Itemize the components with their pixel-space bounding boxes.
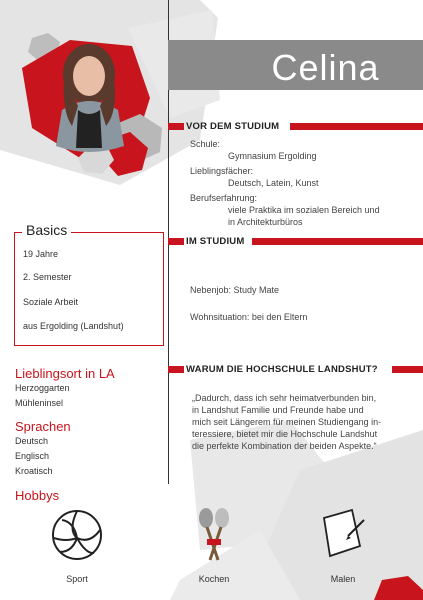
volleyball-icon — [50, 508, 104, 562]
quote-line: die perfekte Kombination der beiden Aspekte.“ — [192, 441, 377, 451]
quote-line: mich seit Längerem für meinen Studiengang in- — [192, 417, 382, 427]
quote-line: teressiere, bietet mir die Hochschule Landshut — [192, 429, 378, 439]
section-bar — [168, 366, 184, 373]
experience-value-line1: viele Praktika im sozialen Bereich und — [228, 205, 380, 215]
hobby-label-sport: Sport — [66, 574, 88, 584]
basics-title: Basics — [22, 222, 71, 238]
hobby-label-painting: Malen — [330, 574, 356, 584]
section-bar — [392, 366, 423, 373]
language-item: Deutsch — [15, 436, 49, 446]
hobby-label-cooking: Kochen — [198, 574, 230, 584]
section-heading-why: WARUM DIE HOCHSCHULE LANDSHUT? — [186, 364, 378, 375]
basics-item: 2. Semester — [23, 272, 72, 282]
profile-name: Celina — [271, 47, 380, 88]
school-label: Schule: — [190, 139, 221, 149]
paper-pen-icon — [318, 506, 366, 564]
quote-text — [192, 392, 404, 452]
section-bar — [168, 123, 184, 130]
experience-label: Berufserfahrung: — [190, 193, 258, 203]
name-banner — [168, 40, 423, 90]
school-value: Gymnasium Ergolding — [228, 151, 317, 161]
experience-value-line2: in Architekturbüros — [228, 217, 303, 227]
section-bar — [252, 238, 423, 245]
favorite-place-item: Mühleninsel — [15, 398, 64, 408]
languages-title: Sprachen — [15, 419, 71, 434]
spoons-icon — [194, 506, 234, 564]
section-heading-before-study: VOR DEM STUDIUM — [186, 121, 280, 132]
section-bar — [290, 123, 423, 130]
hobbies-title: Hobbys — [15, 488, 60, 503]
subjects-value: Deutsch, Latein, Kunst — [228, 178, 319, 188]
basics-item: 19 Jahre — [23, 249, 59, 259]
quote-line: in Landshut Familie und Freunde habe und — [192, 405, 364, 415]
section-heading-during-study: IM STUDIUM — [186, 236, 245, 247]
profile-photo — [14, 28, 164, 178]
language-item: Englisch — [15, 451, 50, 461]
section-bar — [168, 238, 184, 245]
language-item: Kroatisch — [15, 466, 53, 476]
subjects-label: Lieblingsfächer: — [190, 166, 254, 176]
favorite-place-title: Lieblingsort in LA — [15, 366, 115, 381]
side-job: Nebenjob: Study Mate — [190, 285, 280, 295]
basics-item: aus Ergolding (Landshut) — [23, 321, 124, 331]
quote-line: „Dadurch, dass ich sehr heimatverbunden bin, — [192, 393, 377, 403]
basics-item: Soziale Arbeit — [23, 297, 79, 307]
favorite-place-item: Herzoggarten — [15, 383, 70, 393]
living-situation: Wohnsituation: bei den Eltern — [190, 312, 308, 322]
